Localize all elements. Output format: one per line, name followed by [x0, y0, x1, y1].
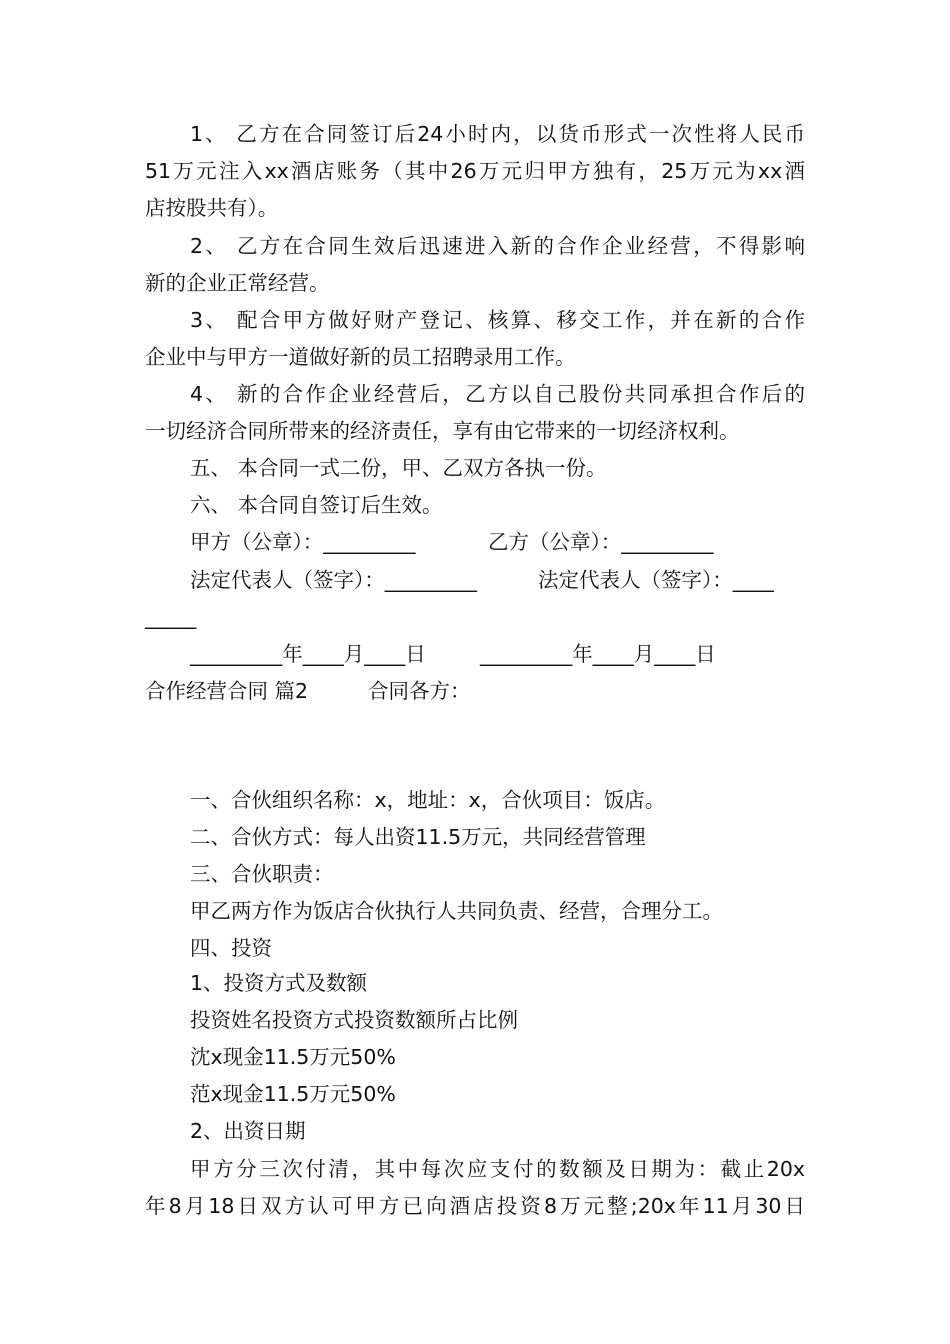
party-b-date: _________年____月____日 — [480, 642, 716, 666]
section-title: 合作经营合同 篇2 — [145, 679, 309, 703]
paragraph-line: 2、 乙方在合同生效后迅速进入新的合作企业经营，不得影响 — [190, 234, 805, 258]
paragraph-line: 3、 配合甲方做好财产登记、核算、移交工作，并在新的合作 — [190, 308, 805, 332]
clause-line: 一、合伙组织名称：x，地址：x，合伙项目：饭店。 — [190, 788, 666, 812]
clause-five: 五、 本合同一式二份，甲、乙双方各执一份。 — [190, 456, 607, 480]
paragraph-line: 新的企业正常经营。 — [145, 271, 330, 295]
clause-line: 1、投资方式及数额 — [190, 971, 368, 995]
paragraph-line: 1、 乙方在合同签订后24小时内，以货币形式一次性将人民币 — [190, 122, 805, 146]
clause-line: 四、投资 — [190, 936, 272, 960]
paragraph-line: 企业中与甲方一道做好新的员工招聘录用工作。 — [145, 345, 576, 369]
paragraph-line: 51万元注入xx酒店账务（其中26万元归甲方独有，25万元为xx酒 — [145, 159, 805, 183]
paragraph-line: 4、 新的合作企业经营后，乙方以自己股份共同承担合作后的 — [190, 382, 805, 406]
party-a-seal: 甲方（公章）：_________ — [190, 530, 416, 554]
party-b-seal: 乙方（公章）：_________ — [488, 530, 714, 554]
table-row: 沈x现金11.5万元50% — [190, 1045, 396, 1069]
paragraph-line: 年8月18日双方认可甲方已向酒店投资8万元整;20x年11月30日 — [145, 1194, 805, 1218]
paragraph-line: 店按股共有）。 — [145, 196, 279, 220]
clause-line: 2、出资日期 — [190, 1119, 306, 1143]
clause-line: 二、合伙方式：每人出资11.5万元，共同经营管理 — [190, 825, 646, 849]
party-a-date: _________年____月____日 — [190, 642, 426, 666]
party-b-representative-cont: _____ — [145, 605, 197, 629]
paragraph-line: 一切经济合同所带来的经济责任，享有由它带来的一切经济权利。 — [145, 419, 740, 443]
table-header: 投资姓名投资方式投资数额所占比例 — [190, 1008, 518, 1032]
clause-six: 六、 本合同自签订后生效。 — [190, 493, 443, 517]
parties-label: 合同各方： — [368, 679, 471, 703]
clause-line: 三、合伙职责： — [190, 862, 334, 886]
clause-line: 甲乙两方作为饭店合伙执行人共同负责、经营，合理分工。 — [190, 899, 723, 923]
party-a-representative: 法定代表人（签字）：_________ — [190, 568, 477, 592]
paragraph-line: 甲方分三次付清，其中每次应支付的数额及日期为：截止20x — [190, 1157, 805, 1181]
party-b-representative: 法定代表人（签字）：____ — [538, 568, 774, 592]
table-row: 范x现金11.5万元50% — [190, 1082, 396, 1106]
